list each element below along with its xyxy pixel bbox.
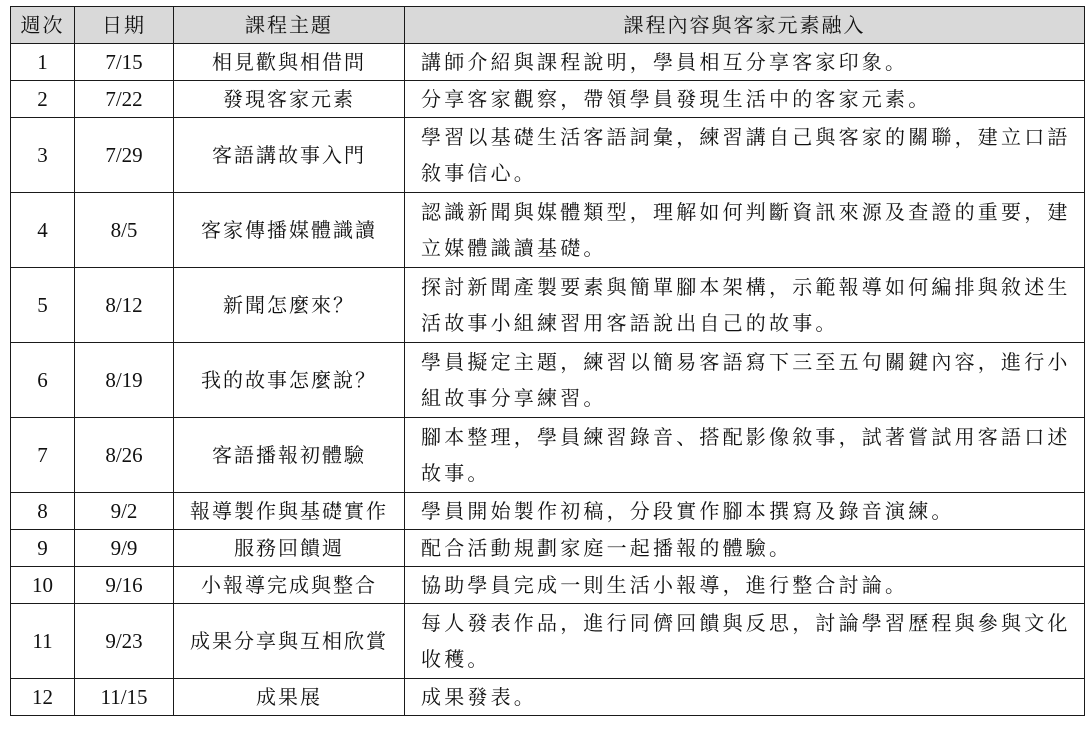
date-cell: 8/26: [75, 418, 174, 493]
content-cell: 探討新聞產製要素與簡單腳本架構，示範報導如何編排與敘述生活故事小組練習用客語說出自己的故事。: [405, 268, 1085, 343]
week-cell: 10: [11, 567, 75, 604]
week-cell: 7: [11, 418, 75, 493]
topic-cell: 服務回饋週: [174, 530, 405, 567]
date-cell: 8/19: [75, 343, 174, 418]
content-cell: 認識新聞與媒體類型，理解如何判斷資訊來源及查證的重要，建立媒體識讀基礎。: [405, 193, 1085, 268]
content-cell: 講師介紹與課程說明，學員相互分享客家印象。: [405, 44, 1085, 81]
date-cell: 9/16: [75, 567, 174, 604]
header-date: 日期: [75, 7, 174, 44]
header-week: 週次: [11, 7, 75, 44]
topic-cell: 我的故事怎麼說？: [174, 343, 405, 418]
topic-cell: 報導製作與基礎實作: [174, 493, 405, 530]
week-cell: 11: [11, 604, 75, 679]
week-cell: 6: [11, 343, 75, 418]
topic-cell: 發現客家元素: [174, 81, 405, 118]
content-cell: 每人發表作品，進行同儕回饋與反思，討論學習歷程與參與文化收穫。: [405, 604, 1085, 679]
week-cell: 3: [11, 118, 75, 193]
week-cell: 1: [11, 44, 75, 81]
week-cell: 2: [11, 81, 75, 118]
content-cell: 成果發表。: [405, 679, 1085, 716]
table-row: [11, 118, 1085, 193]
topic-cell: 新聞怎麼來？: [174, 268, 405, 343]
week-cell: 12: [11, 679, 75, 716]
date-cell: 9/23: [75, 604, 174, 679]
week-cell: 4: [11, 193, 75, 268]
date-cell: 7/22: [75, 81, 174, 118]
week-cell: 5: [11, 268, 75, 343]
topic-cell: 客語播報初體驗: [174, 418, 405, 493]
date-cell: 7/29: [75, 118, 174, 193]
table-row: [11, 44, 1085, 81]
content-cell: 分享客家觀察，帶領學員發現生活中的客家元素。: [405, 81, 1085, 118]
date-cell: 9/2: [75, 493, 174, 530]
topic-cell: 客語講故事入門: [174, 118, 405, 193]
week-cell: 9: [11, 530, 75, 567]
content-cell: 腳本整理，學員練習錄音、搭配影像敘事，試著嘗試用客語口述故事。: [405, 418, 1085, 493]
topic-cell: 成果分享與互相欣賞: [174, 604, 405, 679]
table-row: [11, 493, 1085, 530]
schedule-table-container: [10, 6, 1084, 716]
date-cell: 7/15: [75, 44, 174, 81]
topic-cell: 成果展: [174, 679, 405, 716]
table-row: [11, 268, 1085, 343]
table-row: [11, 343, 1085, 418]
course-schedule-table: [10, 6, 1085, 716]
content-cell: 學員開始製作初稿，分段實作腳本撰寫及錄音演練。: [405, 493, 1085, 530]
content-cell: 配合活動規劃家庭一起播報的體驗。: [405, 530, 1085, 567]
week-cell: 8: [11, 493, 75, 530]
table-row: [11, 530, 1085, 567]
table-row: [11, 679, 1085, 716]
topic-cell: 相見歡與相借問: [174, 44, 405, 81]
topic-cell: 小報導完成與整合: [174, 567, 405, 604]
date-cell: 8/12: [75, 268, 174, 343]
header-topic: 課程主題: [174, 7, 405, 44]
table-row: [11, 193, 1085, 268]
topic-cell: 客家傳播媒體識讀: [174, 193, 405, 268]
table-header-row: [11, 7, 1085, 44]
table-row: [11, 567, 1085, 604]
table-row: [11, 418, 1085, 493]
content-cell: 學員擬定主題，練習以簡易客語寫下三至五句關鍵內容，進行小組故事分享練習。: [405, 343, 1085, 418]
date-cell: 9/9: [75, 530, 174, 567]
header-content: 課程內容與客家元素融入: [405, 7, 1085, 44]
table-row: [11, 604, 1085, 679]
date-cell: 8/5: [75, 193, 174, 268]
date-cell: 11/15: [75, 679, 174, 716]
content-cell: 學習以基礎生活客語詞彙，練習講自己與客家的關聯，建立口語敘事信心。: [405, 118, 1085, 193]
content-cell: 協助學員完成一則生活小報導，進行整合討論。: [405, 567, 1085, 604]
table-row: [11, 81, 1085, 118]
